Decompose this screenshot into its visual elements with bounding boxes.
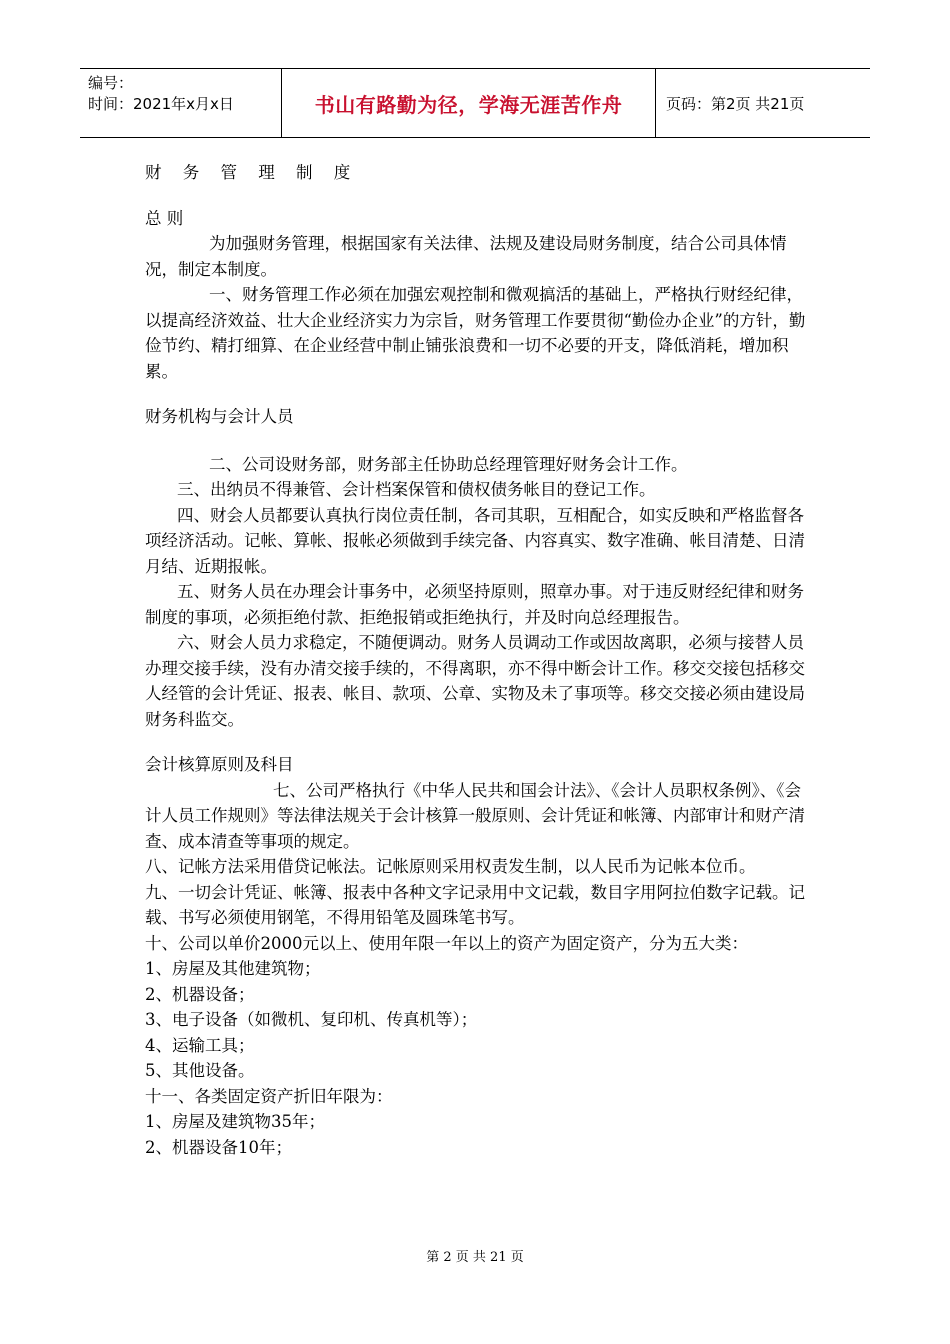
paragraph-10: 十、公司以单价2000元以上、使用年限一年以上的资产为固定资产，分为五大类： <box>145 933 748 953</box>
number-label: 编号： <box>88 74 134 92</box>
list-item: 4、运输工具； <box>145 1035 255 1055</box>
list-item: 3、电子设备（如微机、复印机、传真机等）； <box>145 1010 478 1029</box>
paragraph-4: 四、财会人员都要认真执行岗位责任制，各司其职，互相配合，如实反映和严格监督各项经济活动。记帐、算帐、报帐必须做到手续完备、内容真实、数字准确、帐目清楚、日清月结、近期报帐。 <box>145 505 805 576</box>
list-item: 5、其他设备。 <box>145 1061 255 1080</box>
list-item: 1、房屋及其他建筑物； <box>145 959 321 978</box>
paragraph-7: 七、公司严格执行《中华人民共和国会计法》、《会计人员职权条例》、《会计人员工作规则》等法律法规关于会计核算一般原则、会计凭证和帐簿、内部审计和财产清查、成本清查等事项的规定。 <box>145 780 805 851</box>
header-meta-cell <box>80 69 282 137</box>
page-header <box>80 68 870 138</box>
document-title: 财 务 管 理 制 度 <box>145 163 359 182</box>
list-item: 2、机器设备； <box>145 984 255 1004</box>
list-item: 1、房屋及建筑物35年； <box>145 1112 325 1131</box>
paragraph-2: 二、公司设财务部，财务部主任协助总经理管理好财务会计工作。 <box>209 454 688 474</box>
paragraph-1: 一、财务管理工作必须在加强宏观控制和微观搞活的基础上，严格执行财经纪律，以提高经济效益、壮大企业经济实力为宗旨，财务管理工作要贯彻“勤俭办企业”的方针，勤俭节约、精打细算、在企业经营中制止铺张浪费和一切不必要的开支，降低消耗，增加积累。 <box>145 285 806 381</box>
section-heading-general: 总 则 <box>145 208 184 228</box>
time-label: 时间：2021年x月x日 <box>88 95 234 113</box>
paragraph-3: 三、出纳员不得兼管、会计档案保管和债权债务帐目的登记工作。 <box>177 480 656 499</box>
paragraph-11: 十一、各类固定资产折旧年限为： <box>145 1086 393 1106</box>
document-body <box>145 160 807 1160</box>
page-footer: 第 2 页 共 21 页 <box>426 1250 524 1265</box>
page-info: 页码：第2页 共21页 <box>666 94 805 113</box>
paragraph-9: 九、一切会计凭证、帐簿、报表中各种文字记录用中文记载，数目字用阿拉伯数字记载。记载、书写必须使用钢笔，不得用铅笔及圆珠笔书写。 <box>145 882 805 927</box>
paragraph-intro: 为加强财务管理，根据国家有关法律、法规及建设局财务制度，结合公司具体情况，制定本制度。 <box>145 234 787 279</box>
section-heading-accounting: 会计核算原则及科目 <box>145 755 294 774</box>
list-item: 2、机器设备10年； <box>145 1137 292 1157</box>
motto: 书山有路勤为径，学海无涯苦作舟 <box>282 69 656 137</box>
section-heading-organization: 财务机构与会计人员 <box>145 407 294 426</box>
paragraph-6: 六、财会人员力求稳定，不随便调动。财务人员调动工作或因故离职，必须与接替人员办理交接手续，没有办清交接手续的，不得离职，亦不得中断会计工作。移交交接包括移交人经管的会计凭证、报表、帐目、款项、公章、实物及未了事项等。移交交接必须由建设局财务科监交。 <box>145 633 805 729</box>
paragraph-5: 五、财务人员在办理会计事务中，必须坚持原则，照章办事。对于违反财经纪律和财务制度的事项，必须拒绝付款、拒绝报销或拒绝执行，并及时向总经理报告。 <box>145 582 804 627</box>
paragraph-8: 八、记帐方法采用借贷记帐法。记帐原则采用权责发生制，以人民币为记帐本位币。 <box>145 857 756 876</box>
